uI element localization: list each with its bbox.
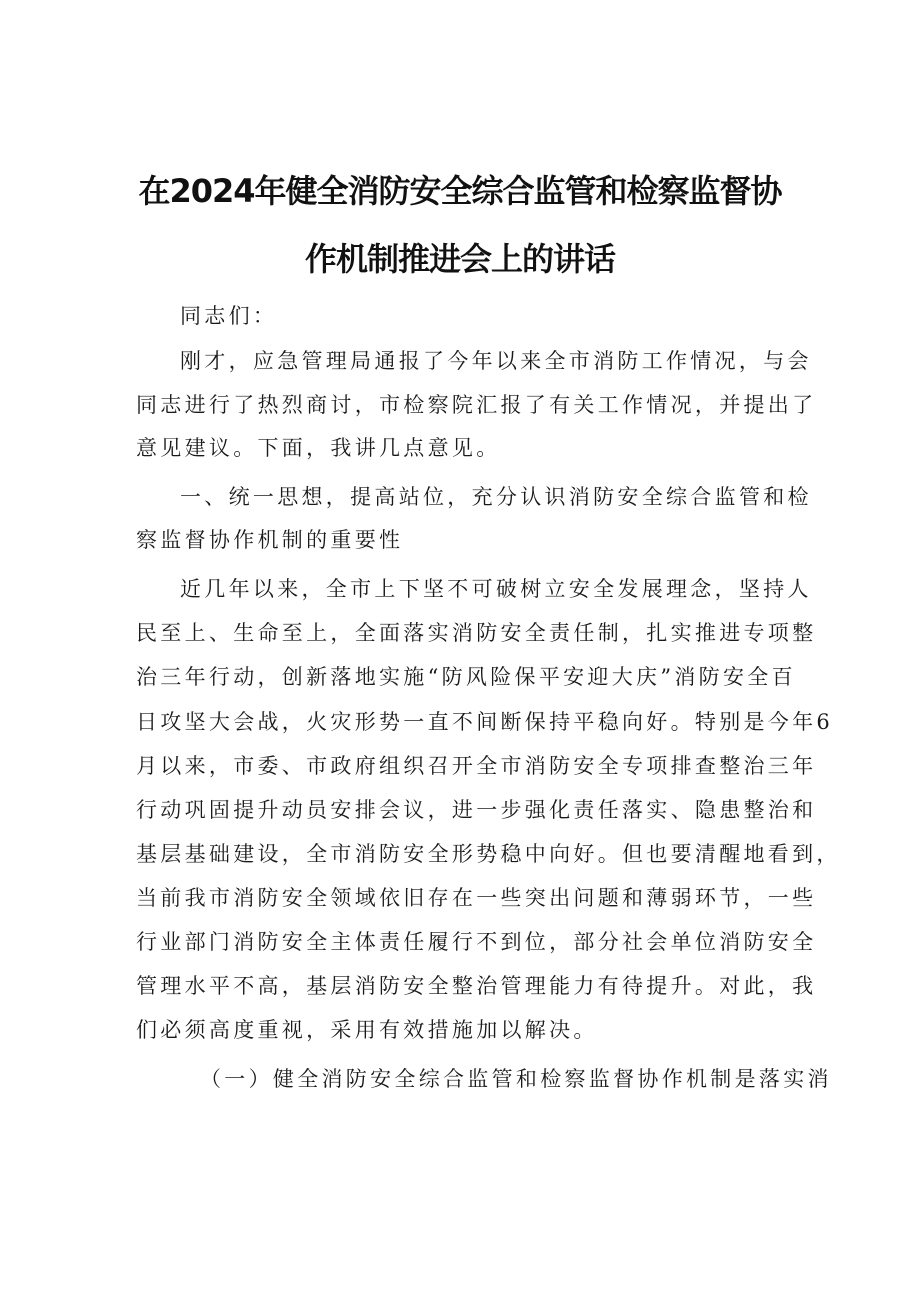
paragraph-line: 同志进行了热烈商讨，市检察院汇报了有关工作情况，并提出了 xyxy=(136,393,817,417)
paragraph-line: 当前我市消防安全领域依旧存在一些突出问题和薄弱环节，一些 xyxy=(136,886,817,910)
paragraph-line: 行动巩固提升动员安排会议，进一步强化责任落实、隐患整治和 xyxy=(136,798,817,822)
paragraph-line: 月以来，市委、市政府组织召开全市消防安全专项排查整治三年 xyxy=(136,754,817,778)
paragraph-line: 意见建议。下面，我讲几点意见。 xyxy=(136,436,501,460)
paragraph-line: 管理水平不高，基层消防安全整治管理能力有待提升。对此，我 xyxy=(136,974,817,998)
salutation: 同志们： xyxy=(180,304,278,328)
paragraph-line: 民至上、生命至上，全面落实消防安全责任制，扎实推进专项整 xyxy=(136,621,817,645)
paragraph-line: 行业部门消防安全主体责任履行不到位，部分社会单位消防安全 xyxy=(136,930,817,954)
paragraph-line: 们必须高度重视，采用有效措施加以解决。 xyxy=(136,1018,598,1042)
paragraph-line: 治三年行动，创新落地实施“防风险保平安迎大庆”消防安全百 xyxy=(136,665,796,689)
section-heading-line: 一、统一思想，提高站位，充分认识消防安全综合监管和检 xyxy=(180,485,812,509)
paragraph-line: 刚才，应急管理局通报了今年以来全市消防工作情况，与会 xyxy=(180,349,812,373)
paragraph-line: 日攻坚大会战，火灾形势一直不间断保持平稳向好。特别是今年6 xyxy=(136,710,834,734)
paragraph-line: 基层基础建设，全市消防安全形势稳中向好。但也要清醒地看到， xyxy=(136,842,841,866)
paragraph-line: 近几年以来，全市上下坚不可破树立安全发展理念，坚持人 xyxy=(180,577,812,601)
section-heading-line: 察监督协作机制的重要性 xyxy=(136,528,404,552)
document-title-line-1: 在2024年健全消防安全综合监管和检察监督协 xyxy=(138,172,782,210)
subsection-heading-line: （一）健全消防安全综合监管和检察监督协作机制是落实消 xyxy=(200,1067,832,1091)
document-title-line-2: 作机制推进会上的讲话 xyxy=(304,240,615,278)
